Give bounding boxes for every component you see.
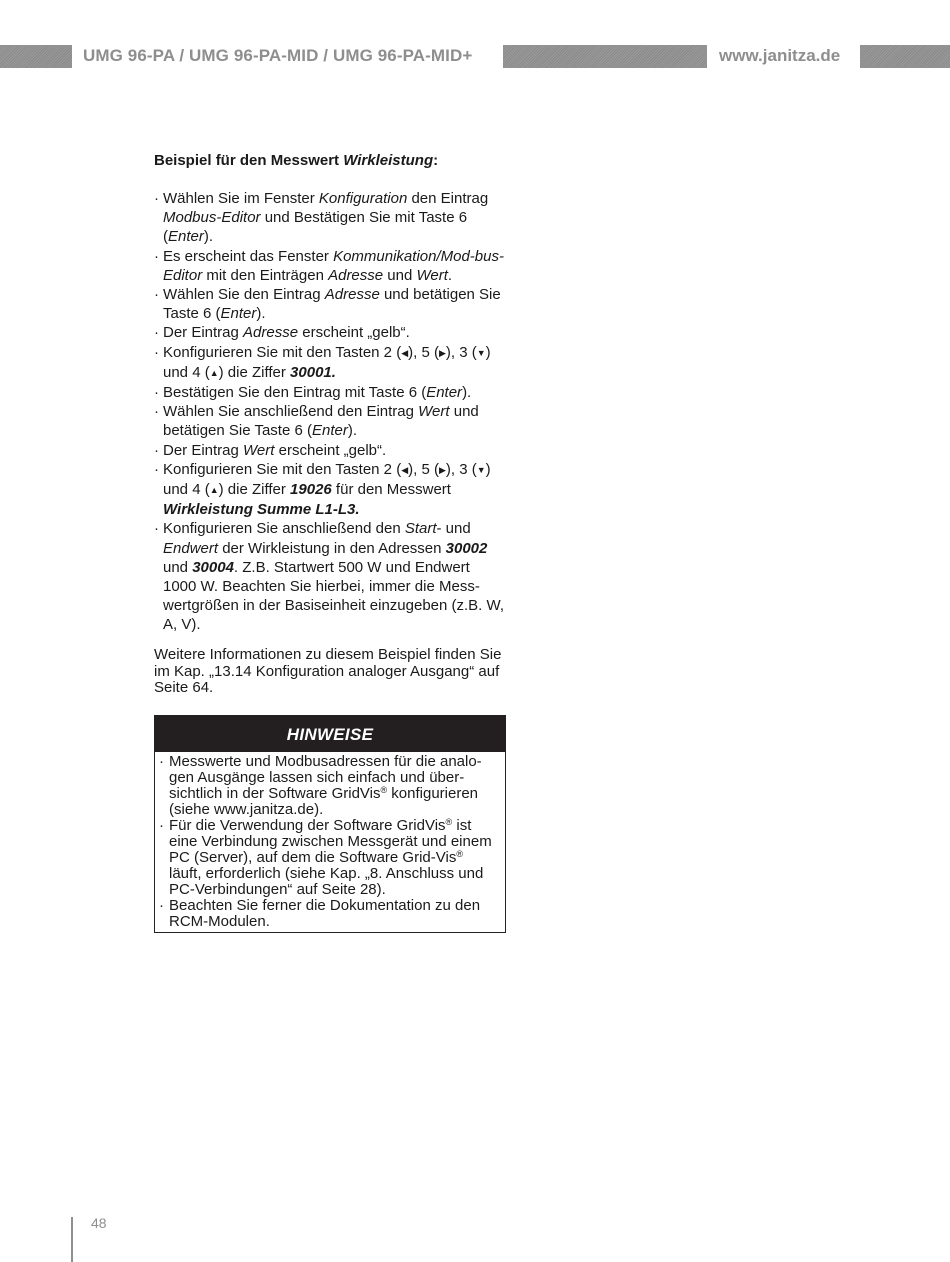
note-2: · Für die Verwendung der Software GridVis® ist eine Verbindung zwischen Messgerät und einem PC (Server), auf dem die Software Grid-Vis® läuft, erforderlich (siehe Kap. „8. Anschluss und PC-Verbindungen“ auf Seite 28). — [159, 818, 499, 898]
header-url: www.janitza.de — [719, 46, 841, 65]
arrow-down-icon: ▼ — [476, 464, 486, 475]
arrow-left-icon: ◀ — [401, 464, 409, 475]
arrow-left-icon: ◀ — [401, 347, 409, 358]
further-info-paragraph: Weitere Informationen zu diesem Beispiel finden Sie im Kap. „13.14 Konfiguration analoger Ausgang“ auf Seite 64. — [154, 646, 502, 696]
step-4: · Der Eintrag Adresse erscheint „gelb“. — [154, 323, 506, 342]
step-7: · Wählen Sie anschließend den Eintrag Wert und betätigen Sie Taste 6 (Enter). — [154, 402, 506, 440]
header-title: UMG 96-PA / UMG 96-PA-MID / UMG 96-PA-MID+ — [83, 46, 473, 65]
footer-rule — [71, 1217, 73, 1262]
note-3: · Beachten Sie ferner die Dokumentation zu den RCM-Modulen. — [159, 898, 499, 930]
arrow-right-icon: ▶ — [438, 464, 446, 475]
step-8: · Der Eintrag Wert erscheint „gelb“. — [154, 441, 506, 460]
step-10: · Konfigurieren Sie anschließend den Start- und Endwert der Wirkleistung in den Adressen 30002 und 30004. Z.B. Startwert 500 W und Endwert 1000 W. Beachten Sie hierbei, immer die Mess-wertgrößen in der Basiseinheit einzugeben (z.B. W, A, V). — [154, 519, 506, 634]
step-3: · Wählen Sie den Eintrag Adresse und betätigen Sie Taste 6 (Enter). — [154, 285, 506, 323]
page-number: 48 — [91, 1215, 107, 1231]
step-1: · Wählen Sie im Fenster Konfiguration den Eintrag Modbus-Editor und Bestätigen Sie mit Taste 6 (Enter). — [154, 189, 506, 247]
note-1: · Messwerte und Modbusadressen für die analo-gen Ausgänge lassen sich einfach und über-sichtlich in der Software GridVis® konfigurieren (siehe www.janitza.de). — [159, 754, 499, 818]
header-bar-middle — [503, 45, 707, 68]
arrow-right-icon: ▶ — [438, 347, 446, 358]
step-2: · Es erscheint das Fenster Kommunikation/Mod-bus-Editor mit den Einträgen Adresse und Wert. — [154, 247, 506, 285]
arrow-up-icon: ▲ — [209, 367, 219, 378]
header-bar-right — [860, 45, 950, 68]
notes-title: HINWEISE — [155, 716, 505, 752]
step-6: · Bestätigen Sie den Eintrag mit Taste 6 (Enter). — [154, 383, 506, 402]
arrow-up-icon: ▲ — [209, 485, 219, 496]
notes-box — [154, 715, 506, 933]
step-5: · Konfigurieren Sie mit den Tasten 2 (◀), 5 (▶), 3 (▼) und 4 (▲) die Ziffer 30001. — [154, 343, 506, 383]
step-9: · Konfigurieren Sie mit den Tasten 2 (◀), 5 (▶), 3 (▼) und 4 (▲) die Ziffer 19026 für den Messwert Wirkleistung Summe L1-L3. — [154, 460, 506, 520]
notes-list — [155, 752, 505, 930]
instruction-list — [154, 189, 506, 635]
section-heading: Beispiel für den Messwert Wirkleistung: — [154, 152, 439, 169]
arrow-down-icon: ▼ — [476, 347, 486, 358]
header-bar-left — [0, 45, 72, 68]
